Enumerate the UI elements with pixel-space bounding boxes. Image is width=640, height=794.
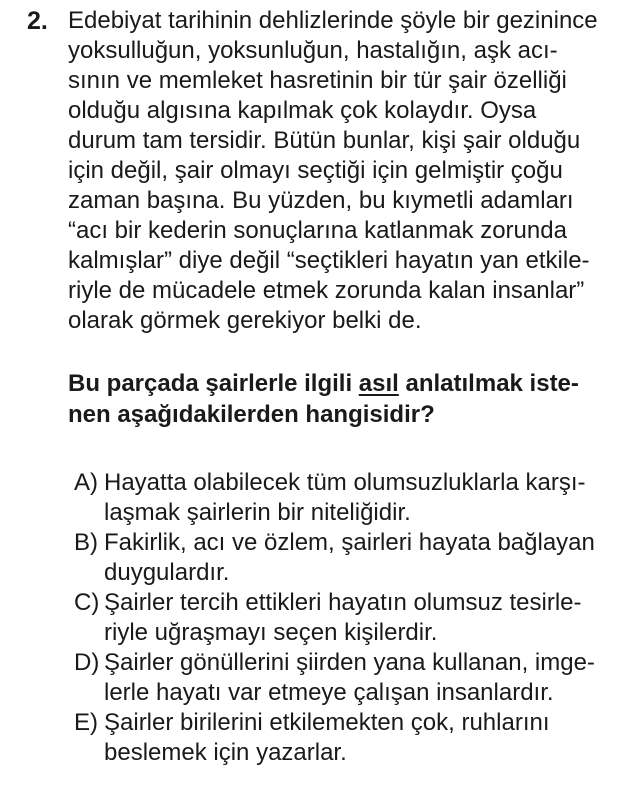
option-text: Hayatta olabilecek tüm olumsuzluklarla karşı- bbox=[104, 469, 586, 496]
option-letter: E) bbox=[74, 709, 98, 736]
option-letter: A) bbox=[74, 469, 98, 496]
passage bbox=[68, 6, 598, 336]
passage-line: sının ve memleket hasretinin bir tür şair özelliği bbox=[68, 67, 567, 94]
answer-options bbox=[74, 468, 595, 768]
stem-text: Bu parçada şairlerle ilgili bbox=[68, 370, 359, 397]
option-e[interactable] bbox=[74, 708, 595, 768]
option-text: Şairler birilerini etkilemekten çok, ruhlarını bbox=[104, 709, 550, 736]
option-text: Şairler tercih ettikleri hayatın olumsuz tesirle- bbox=[104, 589, 582, 616]
passage-line: için değil, şair olmayı seçtiği için gelmiştir çoğu bbox=[68, 157, 563, 184]
option-text: riyle uğraşmayı seçen kişilerdir. bbox=[104, 619, 438, 646]
passage-line: durum tam tersidir. Bütün bunlar, kişi şair olduğu bbox=[68, 127, 581, 154]
option-a[interactable] bbox=[74, 468, 595, 528]
question-stem-line: nen aşağıdakilerden hangisidir? bbox=[68, 401, 435, 428]
question-stem-line bbox=[68, 368, 579, 399]
question-stem bbox=[68, 368, 579, 430]
passage-line: riyle de mücadele etmek zorunda kalan insanlar” bbox=[68, 277, 585, 304]
option-text: duygulardır. bbox=[104, 559, 230, 586]
option-letter: D) bbox=[74, 649, 100, 676]
stem-text: anlatılmak iste- bbox=[398, 370, 579, 397]
passage-line: kalmışlar” diye değil “seçtikleri hayatın yan etkile- bbox=[68, 247, 590, 274]
question-number: 2. bbox=[27, 7, 48, 35]
option-text: beslemek için yazarlar. bbox=[104, 739, 347, 766]
passage-line: olarak görmek gerekiyor belki de. bbox=[68, 307, 422, 334]
passage-line: Edebiyat tarihinin dehlizlerinde şöyle bir gezinince bbox=[68, 7, 598, 34]
stem-underlined-word: asıl bbox=[358, 370, 399, 397]
option-letter: C) bbox=[74, 589, 100, 616]
passage-line: olduğu algısına kapılmak çok kolaydır. Oysa bbox=[68, 97, 537, 124]
option-d[interactable] bbox=[74, 648, 595, 708]
option-letter: B) bbox=[74, 529, 98, 556]
option-c[interactable] bbox=[74, 588, 595, 648]
option-text: lerle hayatı var etmeye çalışan insanlardır. bbox=[104, 679, 554, 706]
option-text: Fakirlik, acı ve özlem, şairleri hayata bağlayan bbox=[104, 529, 595, 556]
option-text: laşmak şairlerin bir niteliğidir. bbox=[104, 499, 411, 526]
option-text: Şairler gönüllerini şiirden yana kullanan, imge- bbox=[104, 649, 595, 676]
passage-line: “acı bir kederin sonuçlarına katlanmak zorunda bbox=[68, 217, 567, 244]
option-b[interactable] bbox=[74, 528, 595, 588]
passage-line: yoksulluğun, yoksunluğun, hastalığın, aşk acı- bbox=[68, 37, 558, 64]
passage-line: zaman başına. Bu yüzden, bu kıymetli adamları bbox=[68, 187, 574, 214]
